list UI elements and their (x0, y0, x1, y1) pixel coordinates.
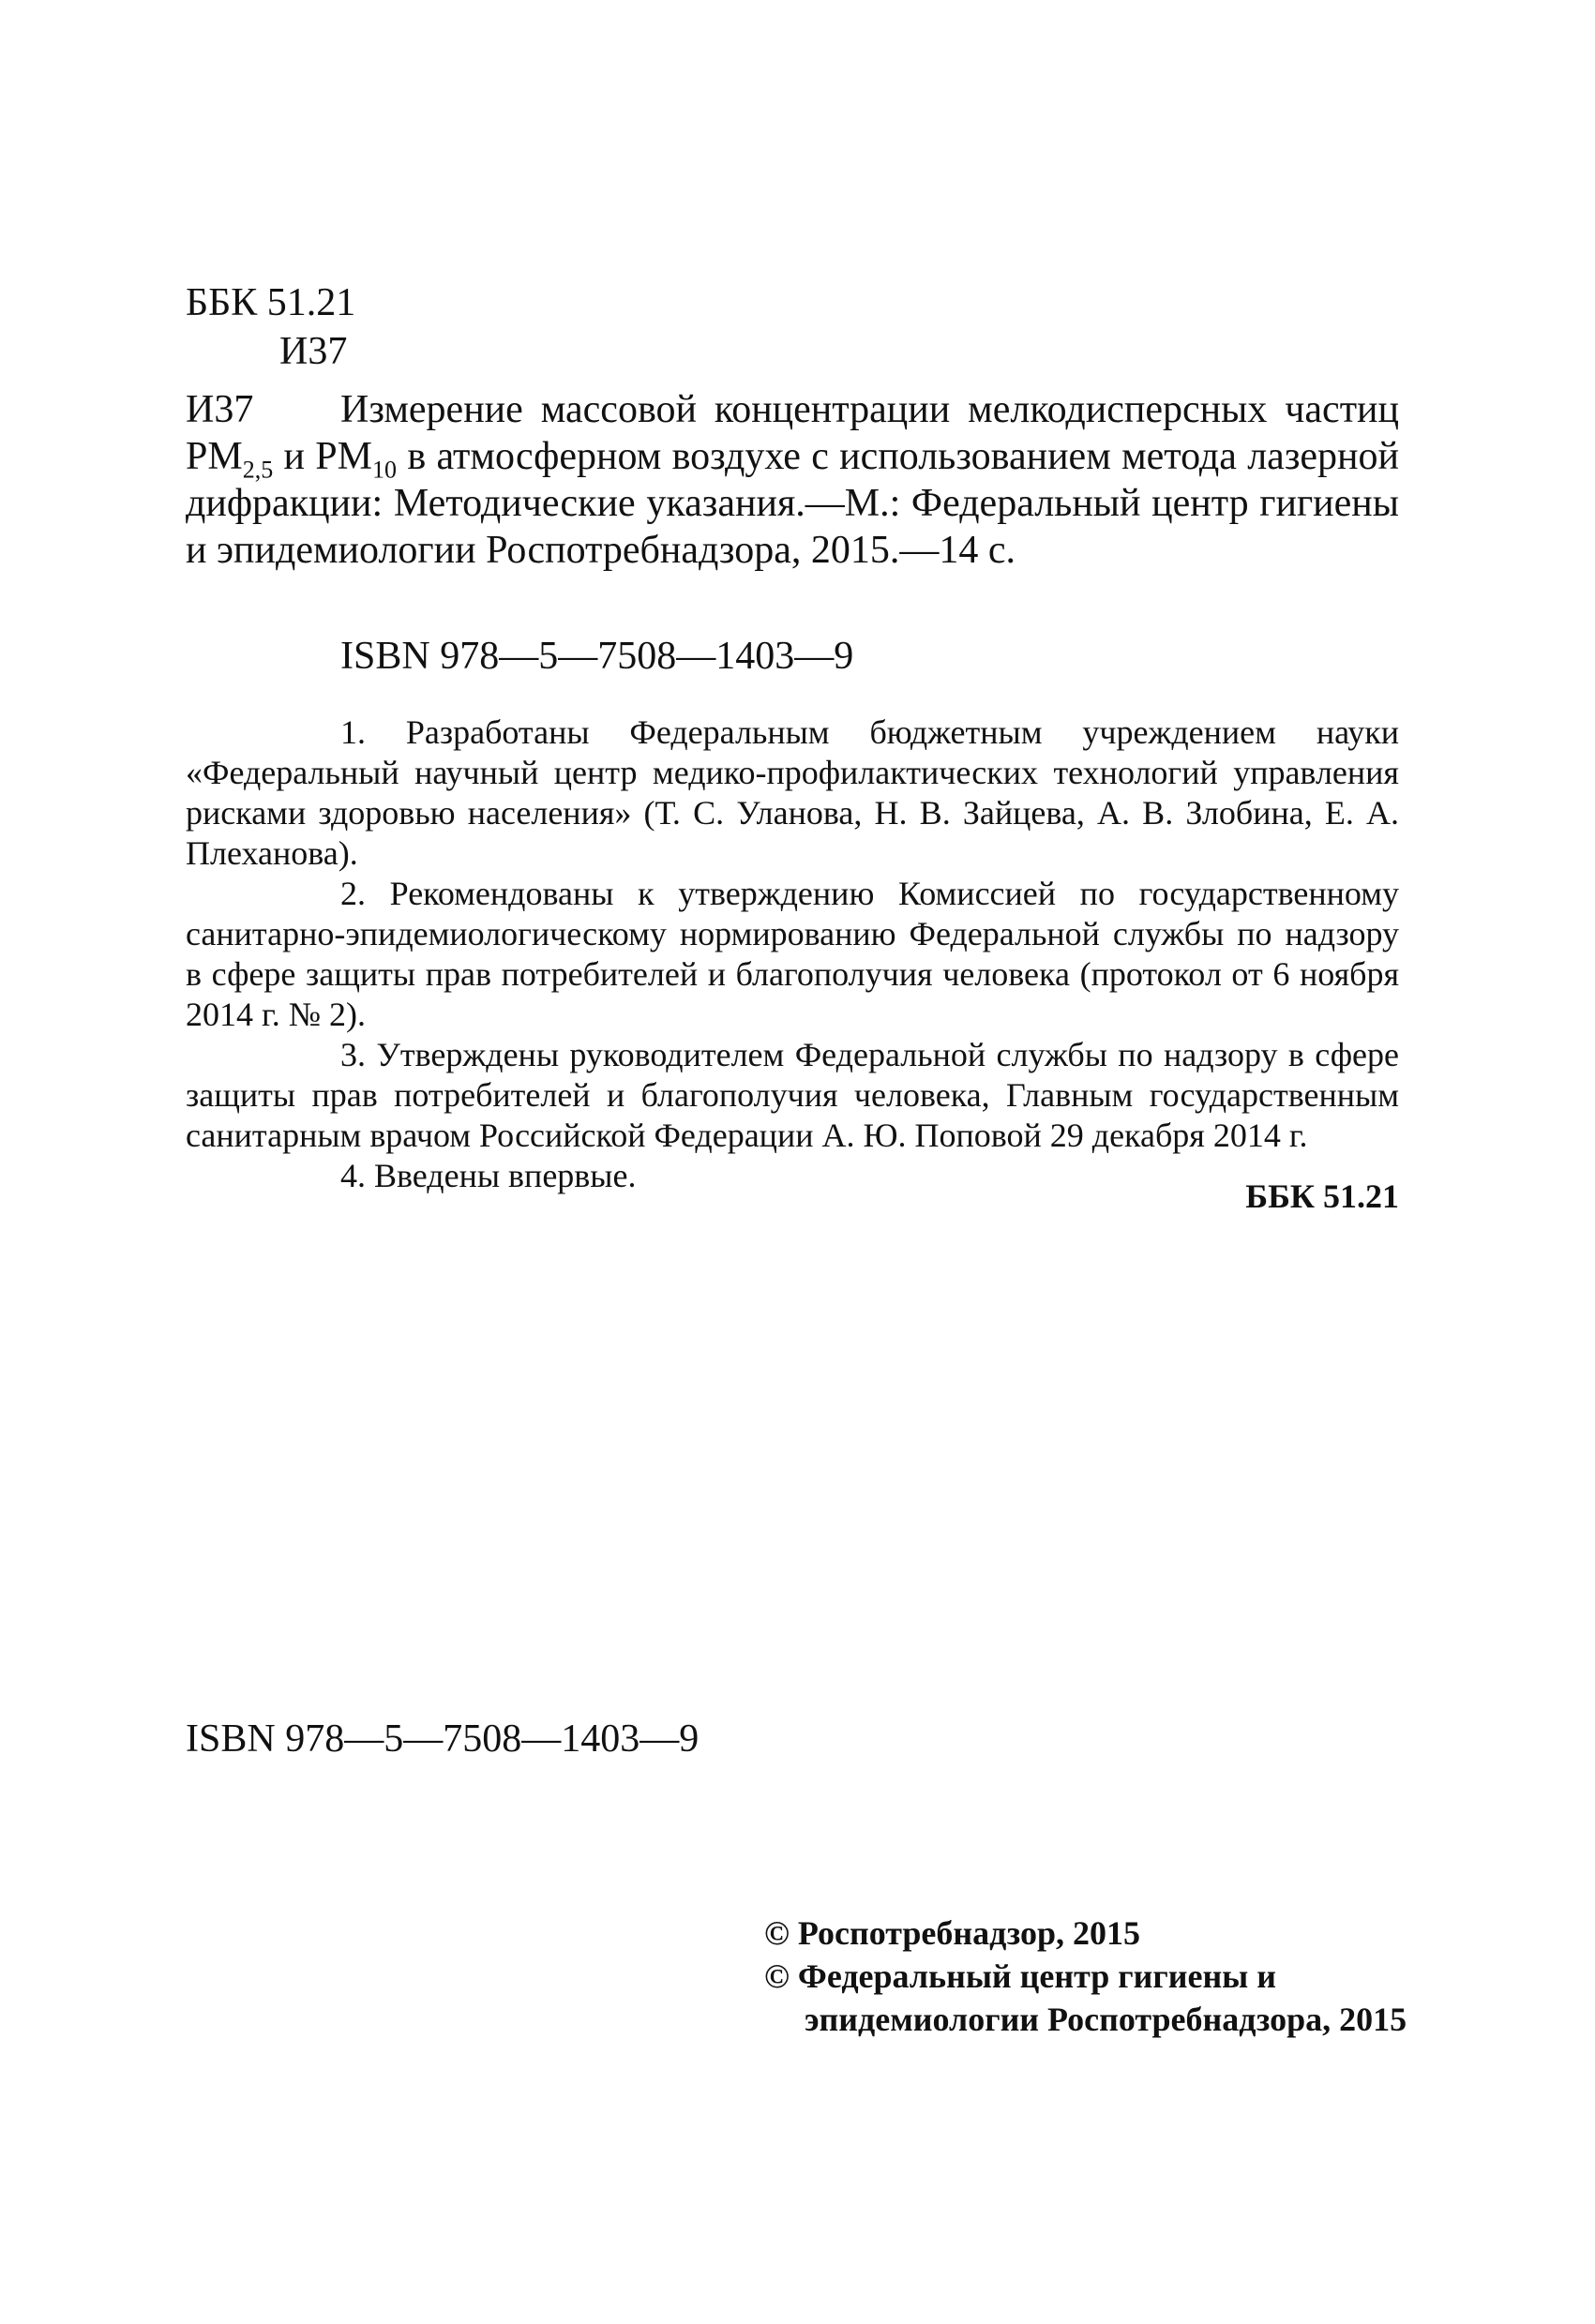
bibliographic-entry (186, 386, 1399, 574)
bbk-code: ББК 51.21 (186, 281, 356, 324)
copyright-line: © Роспотребнадзор, 2015 (764, 1914, 1141, 1952)
entry-description (186, 386, 1399, 574)
notes-list (186, 712, 1399, 1196)
entry-text-part-3: в атмосферном воздухе с использованием метода лазерной дифракции: Методические указания.—М.: Федеральный центр гигиены и эпидемиологии Роспотребнадзора, 2015.—14 с. (186, 435, 1400, 572)
note-item: 4. Введены впервые. (340, 1157, 637, 1194)
note-item: 3. Утверждены руководителем Федеральной службы по надзору в сфере защиты прав потребителей и благополучия человека, Главным государственным санитарным врачом Российской Федерации А. Ю. Поповой 29 декабря 2014 г. (186, 1036, 1399, 1154)
author-sign: И37 (279, 330, 348, 373)
entry-text-part-2: и PM (273, 435, 373, 478)
bbk-code-right: ББК 51.21 (1245, 1177, 1399, 1215)
entry-subscript-pm25: 2,5 (242, 456, 274, 484)
isbn-bottom: ISBN 978—5—7508—1403—9 (186, 1717, 700, 1761)
isbn-main: ISBN 978—5—7508—1403—9 (340, 635, 854, 678)
copyright-line: эпидемиологии Роспотребнадзора, 2015 (805, 2001, 1407, 2038)
entry-author-sign: И37 (186, 388, 254, 431)
entry-text-part-1: Измерение массовой концентрации мелкодисперсных частиц PM (186, 388, 1399, 478)
entry-subscript-pm10: 10 (372, 456, 398, 484)
note-item: 1. Разработаны Федеральным бюджетным учреждением науки «Федеральный научный центр медико-профилактических технологий управления рисками здоровью населения» (Т. С. Уланова, Н. В. Зайцева, А. В. Злобина, Е. А. Плеханова). (186, 713, 1399, 872)
note-item: 2. Рекомендованы к утверждению Комиссией по государственному санитарно-эпидемиологическому нормированию Федеральной службы по надзору в сфере защиты прав потребителей и благополучия человека (протокол от 6 ноября 2014 г. № 2). (186, 875, 1399, 1033)
copyright-block (764, 1912, 1407, 2041)
copyright-line: © Федеральный центр гигиены и (764, 1957, 1277, 1995)
